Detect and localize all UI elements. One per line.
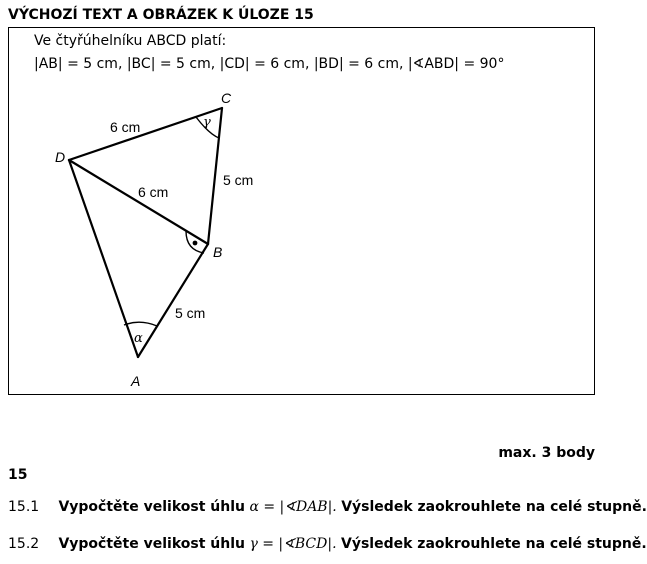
side-da [69, 160, 138, 357]
side-cd-label: 6 cm [110, 119, 141, 135]
question-15-1 [8, 499, 647, 515]
points-label: max. 3 body [498, 445, 595, 461]
question-text-pre: Vypočtěte velikost úhlu [58, 536, 245, 552]
vertex-d-label: D [55, 149, 66, 165]
angle-alpha-label: α [134, 331, 143, 346]
right-angle-dot [193, 241, 198, 246]
question-text-pre: Vypočtěte velikost úhlu [58, 499, 245, 515]
question-number: 15.2 [8, 536, 40, 552]
question-15-2 [8, 536, 647, 552]
question-number: 15.1 [8, 499, 40, 515]
side-cd [69, 108, 222, 160]
side-bd-label: 6 cm [138, 184, 169, 200]
side-bd [69, 160, 208, 244]
intro-text: Ve čtyřúhelníku ABCD platí: [34, 33, 227, 49]
angle-gamma-label: γ [203, 115, 211, 130]
side-bc-label: 5 cm [223, 172, 254, 188]
vertex-a-label: A [131, 373, 141, 389]
question-math: α = |∢DAB|. [249, 499, 337, 515]
section-heading: VÝCHOZÍ TEXT A OBRÁZEK K ÚLOZE 15 [8, 7, 314, 23]
question-text-post: Výsledek zaokrouhlete na celé stupně. [341, 536, 647, 552]
conditions-text: |AB| = 5 cm, |BC| = 5 cm, |CD| = 6 cm, |BD| = 6 cm, |∢ABD| = 90° [34, 56, 505, 72]
question-text-post: Výsledek zaokrouhlete na celé stupně. [341, 499, 647, 515]
vertex-c-label: C [221, 90, 232, 106]
vertex-b-label: B [213, 244, 223, 260]
side-ab [138, 244, 208, 357]
question-math: γ = |∢BCD|. [249, 536, 337, 552]
side-ab-label: 5 cm [175, 305, 206, 321]
angle-alpha-arc [124, 322, 157, 326]
task-number: 15 [8, 467, 28, 483]
